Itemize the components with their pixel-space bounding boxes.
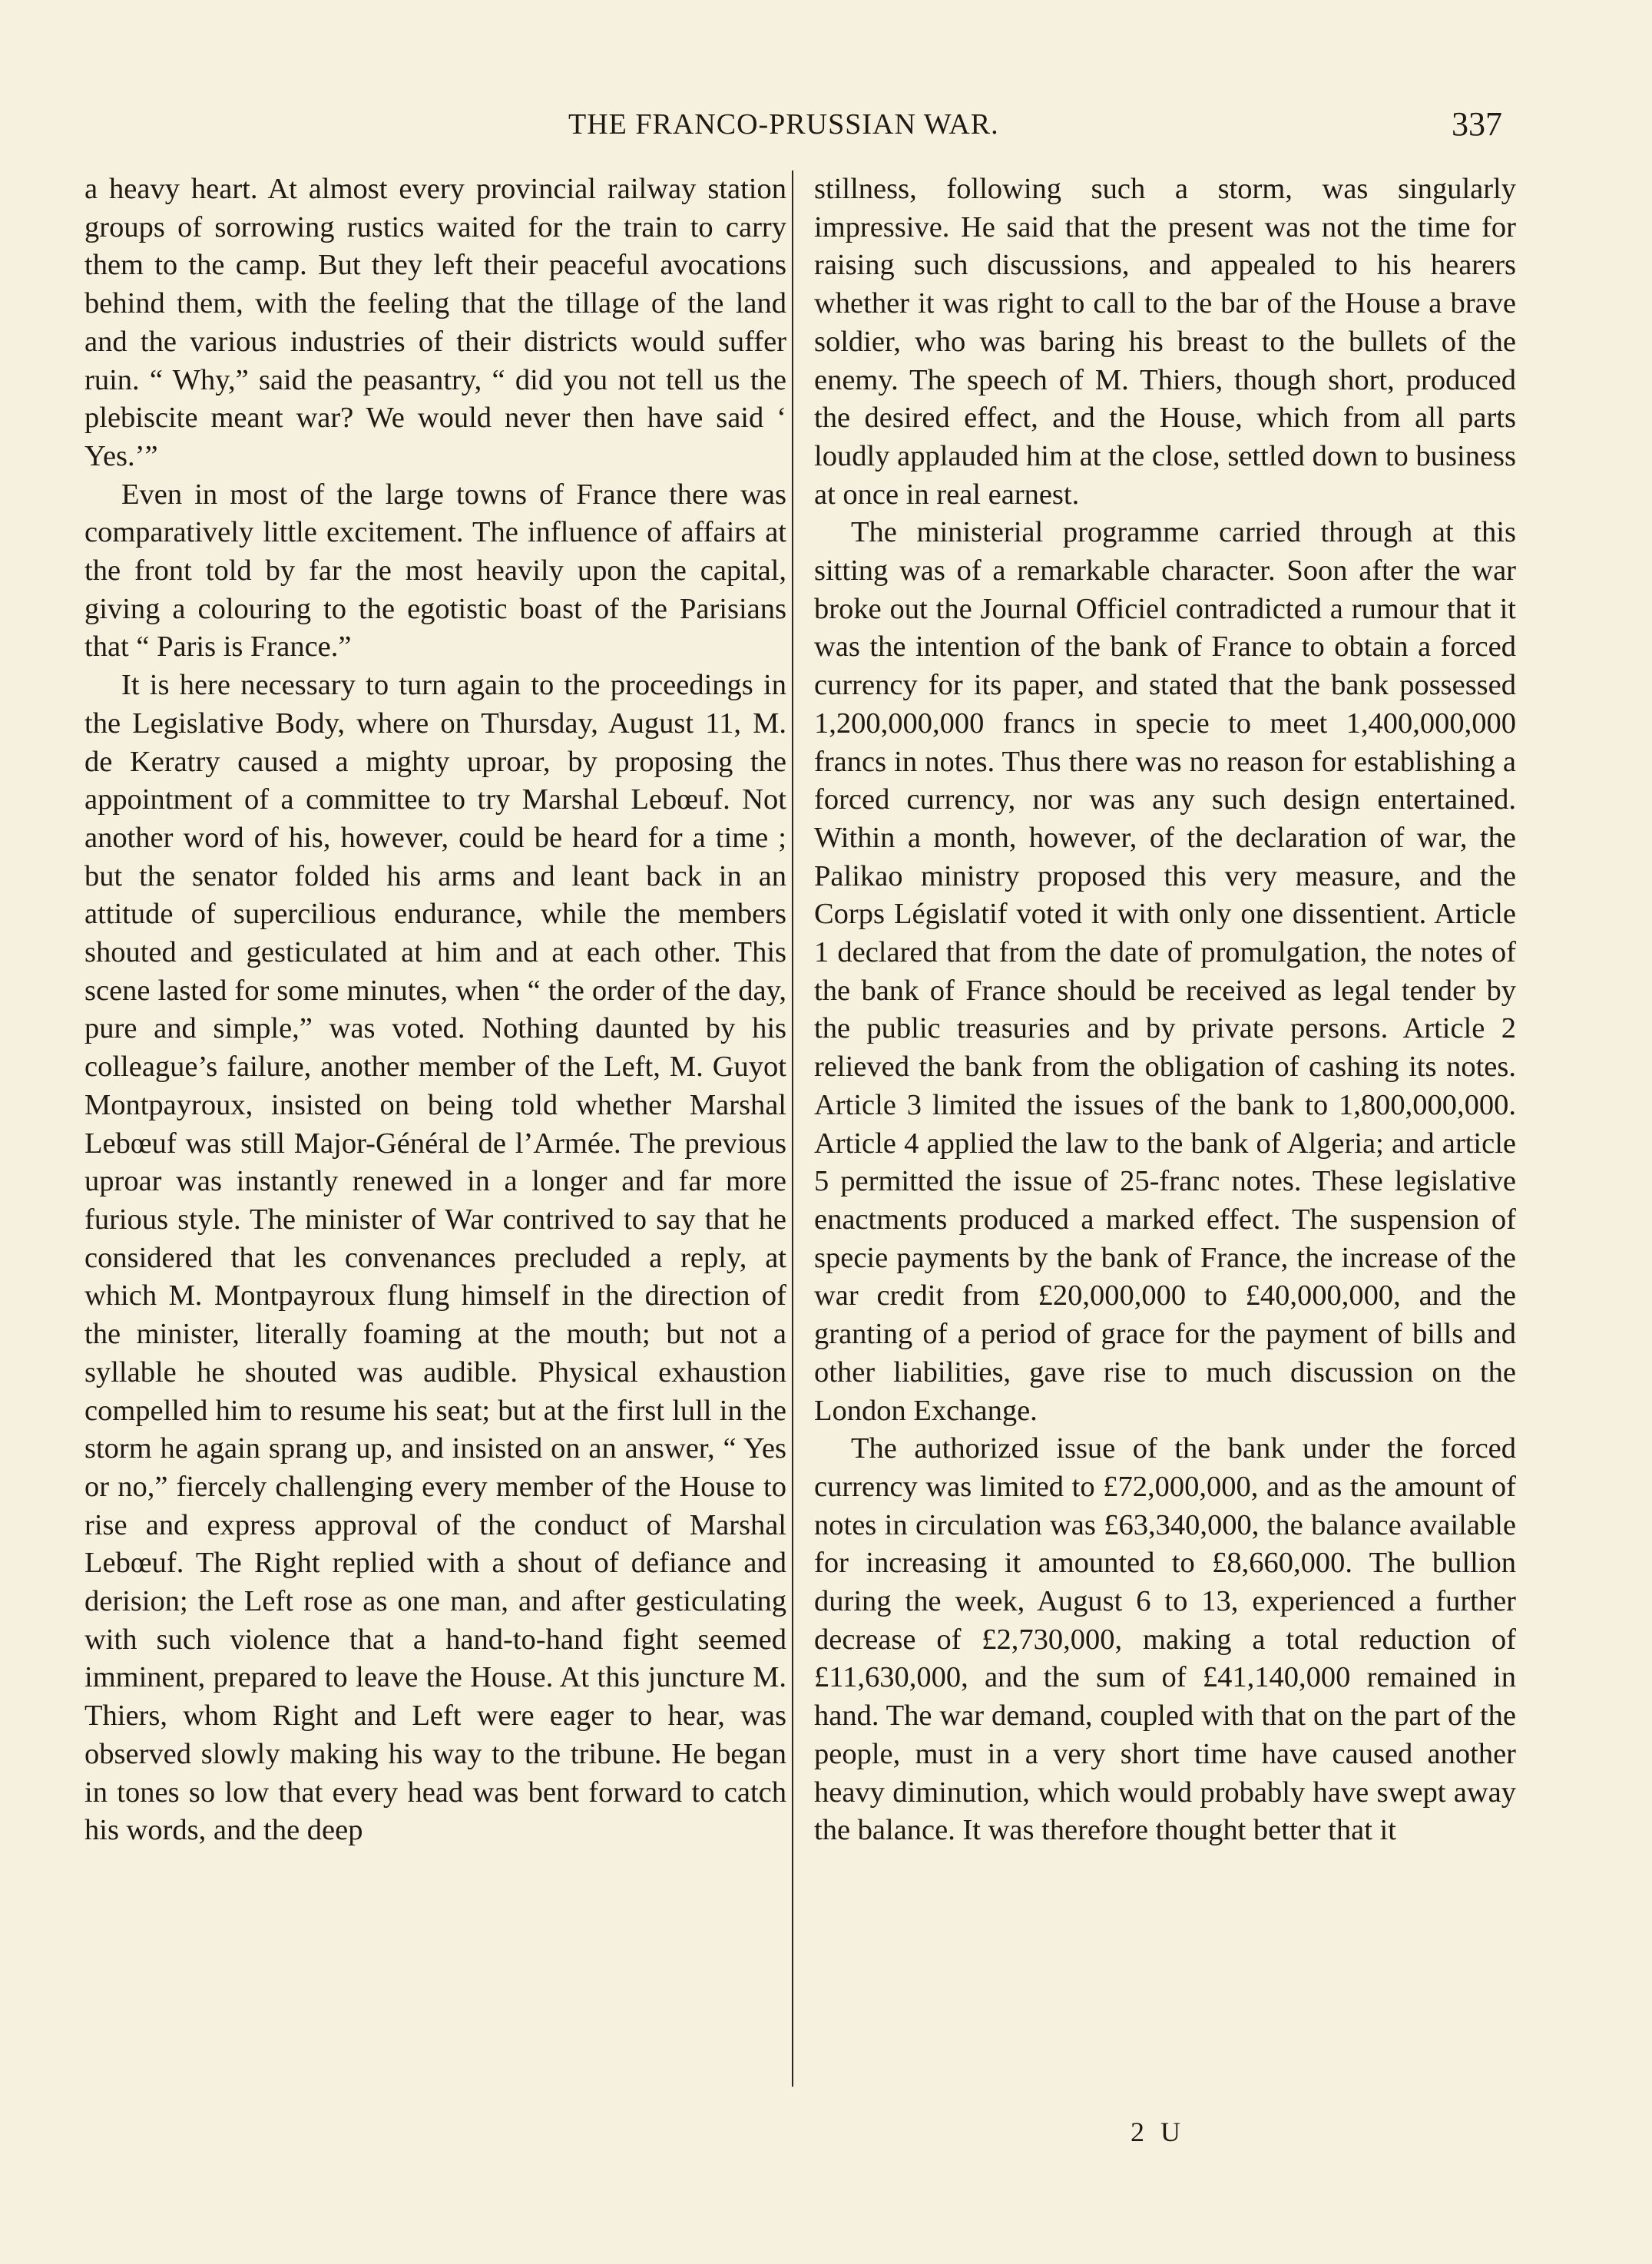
paragraph: It is here necessary to turn again to the proceedings in the Legislative Body, where on Thursday, August 11, M. de Keratry caused a mighty uproar, by proposing the appointment of a committee to try Marshal Lebœuf. Not another word of his, however, could be heard for a time ; but the senator folded his arms and leant back in an attitude of supercilious endurance, while the members shouted and gesticulated at him and at each other. This scene lasted for some minutes, when “ the order of the day, pure and simple,” was voted. Nothing daunted by his colleague’s failure, another member of the Left, M. Guyot Montpayroux, insisted on being told whether Marshal Lebœuf was still Major-Général de l’Armée. The previous uproar was instantly renewed in a longer and far more furious style. The minister of War contrived to say that he considered that les convenances precluded a reply, at which M. Montpayroux flung himself in the direction of the minister, literally foaming at the mouth; but not a syllable he shouted was audible. Physical exhaustion compelled him to resume his seat; but at the first lull in the storm he again sprang up, and insisted on an answer, “ Yes or no,” fiercely challenging every member of the House to rise and express approval of the conduct of Marshal Lebœuf. The Right replied with a shout of defiance and derision; the Left rose as one man, and after gesticulating with such violence that a hand-to-hand fight seemed imminent, prepared to leave the House. At this juncture M. Thiers, whom Right and Left were eager to hear, was observed slowly making his way to the tribune. He began in tones so low that every head was bent forward to catch his words, and the deep: [84, 669, 786, 1847]
page-number: 337: [1452, 105, 1502, 143]
paragraph: The authorized issue of the bank under the forced currency was limited to £72,000,000, and as the amount of notes in circulation was £63,340,000, the balance available for increasing it amounted to £8,660,000. The bullion during the week, August 6 to 13, experienced a further decrease of £2,730,000, making a total reduction of £11,630,000, and the sum of £41,140,000 remained in hand. The war demand, coupled with that on the part of the people, must in a very short time have caused another heavy diminution, which would probably have swept away the balance. It was therefore thought better that it: [814, 1432, 1516, 1847]
paragraph: a heavy heart. At almost every provincial railway station groups of sorrowing rustics waited for the train to carry them to the camp. But they left their peaceful avocations behind them, with the feeling that the tillage of the land and the various industries of their districts would suffer ruin. “ Why,” said the peasantry, “ did you not tell us the plebiscite meant war? We would never then have said ‘ Yes.’”: [84, 173, 786, 472]
paragraph: Even in most of the large towns of France there was comparatively little excitement. The influence of affairs at the front told by far the most heavily upon the capital, giving a colouring to the egotistic boast of the Parisians that “ Paris is France.”: [84, 478, 786, 664]
left-column: [84, 170, 786, 1850]
running-head: [0, 105, 1652, 154]
running-title: THE FRANCO-PRUSSIAN WAR.: [568, 108, 999, 141]
signature-mark: 2 U: [1131, 2117, 1185, 2147]
paragraph: The ministerial programme carried through at this sitting was of a remarkable character. Soon after the war broke out the Journal Officiel contradicted a rumour that it was the intention of the bank of France to obtain a forced currency for its paper, and stated that the bank possessed 1,200,000,000 francs in specie to meet 1,400,000,000 francs in notes. Thus there was no reason for establishing a forced currency, nor was any such design entertained. Within a month, however, of the declaration of war, the Palikao ministry proposed this very measure, and the Corps Législatif voted it with only one dissentient. Article 1 declared that from the date of promulgation, the notes of the bank of France should be received as legal tender by the public treasuries and by private persons. Article 2 relieved the bank from the obligation of cashing its notes. Article 3 limited the issues of the bank to 1,800,000,000. Article 4 applied the law to the bank of Algeria; and article 5 permitted the issue of 25-franc notes. These legislative enactments produced a marked effect. The suspension of specie payments by the bank of France, the increase of the war credit from £20,000,000 to £40,000,000, and the granting of a period of grace for the payment of bills and other liabilities, gave rise to much discussion on the London Exchange.: [814, 516, 1516, 1427]
right-column: [814, 170, 1516, 1850]
paragraph: stillness, following such a storm, was singularly impressive. He said that the present was not the time for raising such discussions, and appealed to his hearers whether it was right to call to the bar of the House a brave soldier, who was baring his breast to the bullets of the enemy. The speech of M. Thiers, though short, produced the desired effect, and the House, which from all parts loudly applauded him at the close, settled down to business at once in real earnest.: [814, 173, 1516, 511]
column-divider: [792, 170, 793, 2087]
